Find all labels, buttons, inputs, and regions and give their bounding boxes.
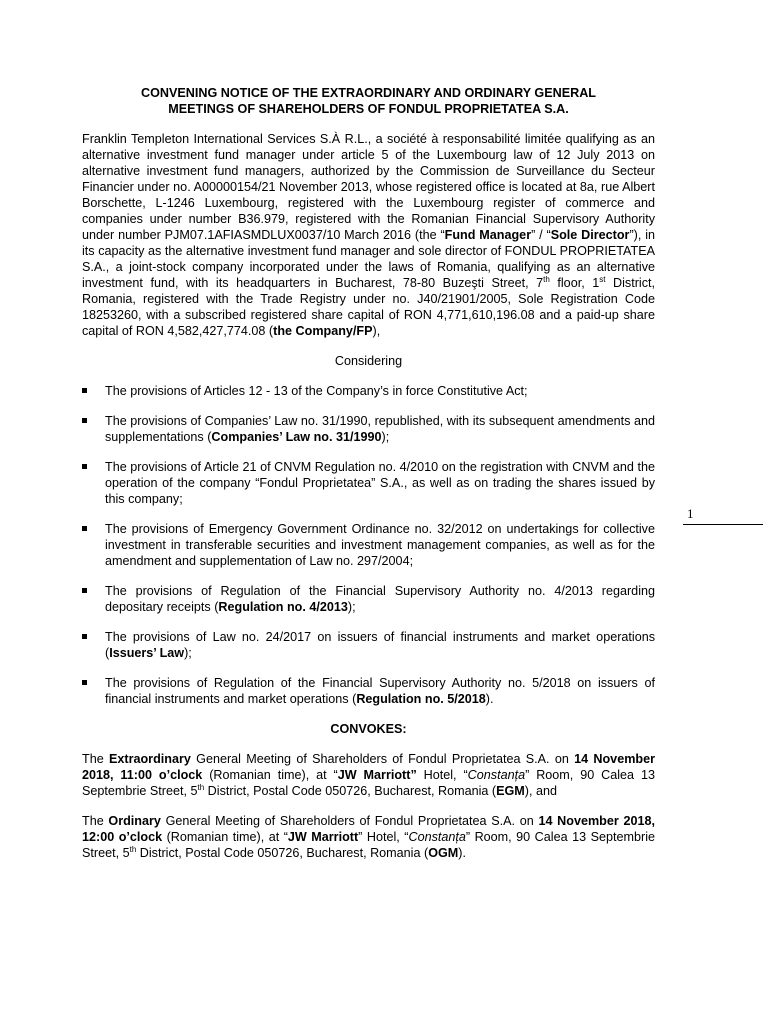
venue-name: JW Marriott — [287, 830, 359, 844]
considering-heading: Considering — [334, 354, 403, 368]
intro-text: District, Romania, registered with the Trade Registry under no. J40/21901/2005, Sole Registration Code 18253260, with a subscribed registered share capital of RON 4,771,610,196.08 and a paid-up share capital of RON 4,582,427,774.08 ( — [82, 276, 656, 338]
defined-term: Issuers’ Law — [109, 646, 185, 660]
company-term: the Company — [273, 324, 353, 338]
list-item-text: ); — [381, 430, 390, 444]
list-item — [82, 675, 655, 707]
egm-text: Hotel, “ — [416, 768, 468, 782]
list-item — [82, 383, 655, 399]
superscript: th — [129, 844, 137, 854]
bullet-icon — [82, 388, 87, 393]
room-name: Constanța — [467, 768, 526, 782]
intro-text: ”), in its capacity as the alternative investment fund manager and sole director of FONDUL PROPRIETATEA S.A., a joint-stock company incorporated under the laws of Romania, qualifying as an alternative investment fund, with its headquarters in Bucharest, 78-80 Buzeşti Street, 7 — [82, 228, 655, 290]
bullet-icon — [82, 526, 87, 531]
ogm-text: (Romanian time), at “ — [162, 830, 288, 844]
egm-text: (Romanian time), at “ — [202, 768, 338, 782]
superscript: th — [197, 782, 205, 792]
egm-term: EGM — [496, 784, 525, 798]
ogm-text: ” Hotel, “ — [358, 830, 409, 844]
list-item — [82, 459, 655, 507]
meeting-type: Extraordinary — [108, 752, 191, 766]
intro-text: floor, 1 — [549, 276, 600, 290]
bullet-icon — [82, 680, 87, 685]
list-item — [82, 521, 655, 569]
list-item — [82, 413, 655, 445]
list-item-text: ); — [347, 600, 356, 614]
ogm-text: District, Postal Code 050726, Bucharest, Romania ( — [136, 846, 429, 860]
superscript: th — [543, 274, 550, 284]
document-body — [82, 85, 655, 875]
list-item — [82, 583, 655, 615]
meeting-datetime: 14 November 2018, 12:00 o’clock — [82, 814, 656, 844]
bullet-icon — [82, 418, 87, 423]
meeting-datetime: 14 November 2018, 11:00 o’clock — [82, 752, 655, 782]
defined-term: Regulation no. 5/2018 — [356, 692, 486, 706]
list-item-text: ). — [485, 692, 494, 706]
ogm-text: The — [82, 814, 109, 828]
intro-paragraph — [82, 131, 655, 339]
ogm-text: ” Room, 90 Calea 13 Septembrie Street, 5 — [82, 830, 656, 860]
term-separator: / — [352, 324, 357, 338]
intro-text: ), — [372, 324, 381, 338]
sole-director-term: Sole Director — [550, 228, 630, 242]
defined-term: Companies’ Law no. 31/1990 — [211, 430, 382, 444]
ogm-text: General Meeting of Shareholders of Fondul Proprietatea S.A. on — [160, 814, 539, 828]
defined-term: Regulation no. 4/2013 — [218, 600, 348, 614]
egm-text: ” Room, 90 Calea 13 Septembrie Street, 5 — [82, 768, 655, 798]
list-item-text: ); — [184, 646, 192, 660]
egm-text: ), and — [524, 784, 557, 798]
room-name: Constanța — [408, 830, 466, 844]
document-title — [82, 85, 655, 117]
considering-list — [82, 383, 655, 707]
egm-text: General Meeting of Shareholders of Fondul Proprietatea S.A. on — [190, 752, 575, 766]
venue-name: JW Marriott” — [337, 768, 417, 782]
page-number-rule — [683, 524, 763, 525]
bullet-icon — [82, 588, 87, 593]
egm-paragraph — [82, 751, 655, 799]
ogm-text: ). — [458, 846, 466, 860]
list-item-text: The provisions of Law no. 24/2017 on issuers of financial instruments and market operations ( — [105, 630, 655, 660]
intro-text: ” / “ — [531, 228, 551, 242]
list-item-text: The provisions of Regulation of the Financial Supervisory Authority no. 5/2018 on issuers of financial instruments and market operations ( — [105, 676, 655, 706]
list-item-text: The provisions of Emergency Government Ordinance no. 32/2012 on undertakings for collective investment in transferable securities and investment management companies, as well as for the amendment and supplementation of Law no. 297/2004; — [105, 522, 655, 568]
ogm-paragraph — [82, 813, 655, 861]
list-item — [82, 629, 655, 661]
page-number: 1 — [687, 506, 694, 521]
fund-manager-term: Fund Manager — [444, 228, 532, 242]
list-item-text: The provisions of Regulation of the Financial Supervisory Authority no. 4/2013 regarding depositary receipts ( — [105, 584, 655, 614]
bullet-icon — [82, 464, 87, 469]
egm-text: District, Postal Code 050726, Bucharest, Romania ( — [204, 784, 497, 798]
list-item-text: The provisions of Article 21 of CNVM Regulation no. 4/2010 on the registration with CNVM and the operation of the company “Fondul Proprietatea” S.A., as well as on trading the shares issued by this company; — [105, 460, 655, 506]
list-item-text: The provisions of Articles 12 - 13 of the Company’s in force Constitutive Act; — [105, 384, 528, 398]
fp-term: FP — [356, 324, 373, 338]
ogm-term: OGM — [428, 846, 459, 860]
title-line-2: MEETINGS OF SHAREHOLDERS OF FONDUL PROPRIETATEA S.A. — [168, 102, 569, 116]
intro-text: Franklin Templeton International Services S.À R.L., a société à responsabilité limitée qualifying as an alternative investment fund manager under article 5 of the Luxembourg law of 12 July 2013 on alternative investment fund managers, authorized by the Commission de Surveillance du Secteur Financier under no. A00000154/21 November 2013, whose registered office is located at 8a, rue Albert Borschette, L-1246 Luxembourg, registered with the Luxembourg register of commerce and companies under number B36.979, registered with the Romanian Financial Supervisory Authority under number PJM07.1AFIASMDLUX0037/10 March 2016 (the “ — [82, 132, 655, 242]
bullet-icon — [82, 634, 87, 639]
meeting-type: Ordinary — [108, 814, 161, 828]
egm-text: The — [82, 752, 109, 766]
convokes-heading: CONVOKES: — [330, 722, 407, 736]
superscript: st — [599, 274, 606, 284]
title-line-1: CONVENING NOTICE OF THE EXTRAORDINARY AND ORDINARY GENERAL — [140, 86, 597, 100]
list-item-text: The provisions of Companies’ Law no. 31/1990, republished, with its subsequent amendments and supplementations ( — [105, 414, 655, 444]
page-number-marker — [683, 506, 763, 525]
